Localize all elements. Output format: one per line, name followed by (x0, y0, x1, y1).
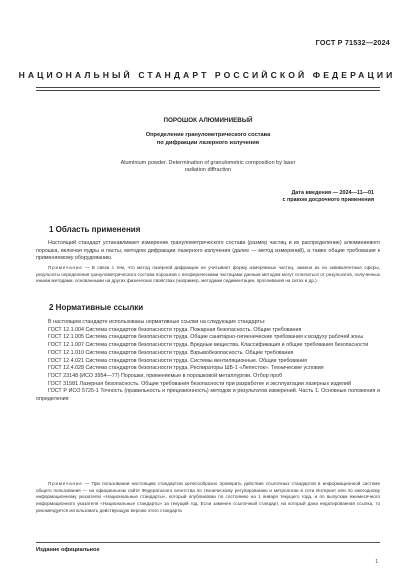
section-2-heading: 2 Нормативные ссылки (49, 303, 144, 312)
page-number: 1 (375, 559, 378, 565)
footer-rule (36, 542, 380, 543)
scope-paragraph: Настоящий стандарт устанавливает измерение гранулометрического состава (размер частиц и их распределение) алюминиевого порошка, включая пудры и пасты, методом дифракции лазерного излучения (далее — метод измерений), а также общие требования к применяемому оборудованию. (36, 240, 380, 262)
note-label: Примечание (48, 481, 83, 486)
references-intro: В настоящем стандарте использованы нормативные ссылки на следующие стандарты: (48, 319, 266, 325)
subtitle-line-1: Определение гранулометрического состава (145, 132, 271, 138)
note-label: Примечание (48, 265, 83, 270)
introduction-date-block (282, 190, 374, 205)
title-rule-top (36, 87, 380, 88)
english-title-line-2: radiation diffraction (184, 167, 232, 174)
section-2-note (36, 481, 380, 515)
gost-number: ГОСТ Р 71532—2024 (315, 38, 390, 47)
reference-item: ГОСТ 12.1.010 Система стандартов безопасности труда. Взрывобезопасность. Общие требования (48, 349, 294, 356)
reference-item: ГОСТ 12.1.005 Система стандартов безопасности труда. Общие санитарно-гигиенические требования к воздуху рабочей зоны (48, 334, 364, 341)
official-edition-label: Издание официальное (36, 547, 100, 553)
note-text: — При пользовании настоящим стандартом целесообразно проверить действие ссылочных стандартов в информационной системе общего пользования — на официальном сайте Федерального агентства по техническому регулированию и метрологии в сети Интернет или по ежегодному информационному указателю «Национальные стандарты», который опубликован по состоянию на 1 января текущего года, и по выпускам ежемесячного информационного указателя «Национальные стандарты» за текущий год. Если заменен ссылочный стандарт, на который дана недатированная ссылка, то рекомендуется использовать действующую версию этого стандарта (36, 481, 380, 513)
introduction-date: Дата введения — 2024—11—01 (291, 190, 374, 196)
reference-item: ГОСТ 12.1.004 Система стандартов безопасности труда. Пожарная безопасность. Общие требования (48, 326, 302, 333)
reference-item: ГОСТ 12.1.007 Система стандартов безопасности труда. Вредные вещества. Классификация и общие требования безопасности (48, 342, 369, 349)
normative-references-list (36, 319, 380, 404)
reference-item: ГОСТ 23148 (ИСО 3954—77) Порошки, применяемые в порошковой металлургии. Отбор проб (48, 372, 283, 379)
early-application-note: с правом досрочного применения (282, 197, 374, 204)
reference-item: ГОСТ 12.4.021 Система стандартов безопасности труда. Системы вентиляционные. Общие требования (48, 357, 307, 364)
english-title (36, 160, 380, 175)
subtitle-line-2: по дифракции лазерного излучения (156, 139, 260, 146)
document-subtitle (36, 132, 380, 147)
reference-item: ГОСТ 31581 Лазерная безопасность. Общие требования безопасности при разработке и эксплуатации лазерных изделий (48, 380, 351, 387)
standard-title: НАЦИОНАЛЬНЫЙ СТАНДАРТ РОССИЙСКОЙ ФЕДЕРАЦИИ (18, 70, 396, 80)
note-text: — В связи с тем, что метод лазерной дифракции не учитывает форму измеряемых частиц, замена их на эквивалентные сферы, результаты определения гранулометрического состава порошков с несферическими частицами данным методом могут отличаться от результатов, полученных иными методами, основанными на других физических свойствах (например, методами седиментации, просеивания на ситах и др.). (36, 265, 380, 284)
document-title: ПОРОШОК АЛЮМИНИЕВЫЙ (163, 117, 253, 124)
reference-item: ГОСТ Р ИСО 5725-1 Точность (правильность и прецизионность) методов и результатов измерений. Часть 1. Основные положения и определения (36, 388, 380, 403)
section-1-heading: 1 Область применения (49, 225, 141, 234)
section-1-text (36, 240, 380, 263)
section-1-note (36, 265, 380, 285)
reference-item: ГОСТ 12.4.028 Система стандартов безопасности труда. Респираторы ШБ-1 «Лепесток». Технические условия (48, 365, 324, 372)
title-rule-bottom (36, 90, 380, 91)
english-title-line-1: Aluminium powder. Determination of granulometric composition by laser (120, 160, 296, 166)
